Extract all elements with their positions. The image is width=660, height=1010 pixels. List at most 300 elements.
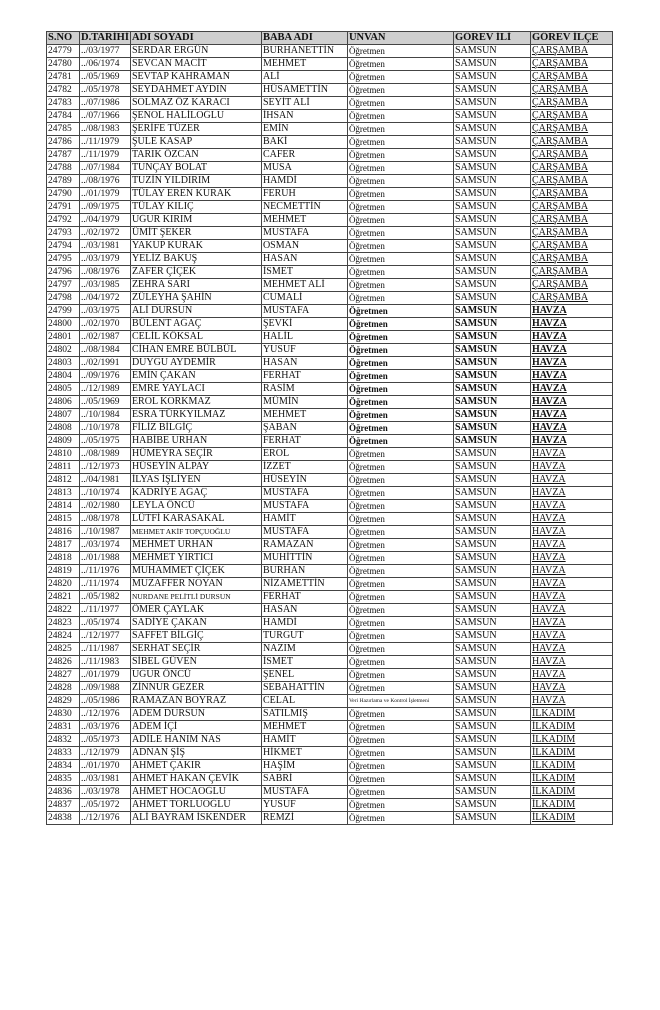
cell-district: İLKADIM (530, 734, 612, 747)
table-row (47, 448, 613, 461)
cell-full-name: SEYDAHMET AYDIN (130, 84, 261, 97)
cell-birth-date: ../11/1979 (80, 149, 131, 162)
personnel-table (46, 31, 613, 825)
cell-province: SAMSUN (453, 682, 530, 695)
cell-district: ÇARŞAMBA (530, 58, 612, 71)
cell-title: Öğretmen (347, 45, 453, 58)
cell-full-name: KADRİYE AĞAÇ (130, 487, 261, 500)
cell-province: SAMSUN (453, 175, 530, 188)
cell-sno: 24838 (47, 812, 80, 825)
cell-full-name: SERHAT SEÇİR (130, 643, 261, 656)
cell-district: ÇARŞAMBA (530, 162, 612, 175)
cell-district: HAVZA (530, 539, 612, 552)
cell-district: ÇARŞAMBA (530, 84, 612, 97)
cell-district: ÇARŞAMBA (530, 175, 612, 188)
cell-province: SAMSUN (453, 630, 530, 643)
cell-father-name: İSMET (261, 656, 347, 669)
cell-province: SAMSUN (453, 136, 530, 149)
cell-district: ÇARŞAMBA (530, 279, 612, 292)
cell-district: İLKADIM (530, 760, 612, 773)
cell-sno: 24826 (47, 656, 80, 669)
cell-district: İLKADIM (530, 773, 612, 786)
cell-province: SAMSUN (453, 591, 530, 604)
cell-sno: 24837 (47, 799, 80, 812)
cell-province: SAMSUN (453, 123, 530, 136)
cell-title: Öğretmen (347, 292, 453, 305)
cell-title: Öğretmen (347, 474, 453, 487)
cell-birth-date: ../01/1988 (80, 552, 131, 565)
cell-birth-date: ../06/1974 (80, 58, 131, 71)
cell-father-name: HÜSAMETTİN (261, 84, 347, 97)
header-full-name: ADI SOYADI (130, 32, 261, 45)
table-row (47, 565, 613, 578)
cell-full-name: TUNÇAY BOLAT (130, 162, 261, 175)
cell-birth-date: ../08/1984 (80, 344, 131, 357)
cell-birth-date: ../07/1986 (80, 97, 131, 110)
cell-title: Öğretmen (347, 760, 453, 773)
cell-province: SAMSUN (453, 552, 530, 565)
table-row (47, 110, 613, 123)
cell-title: Öğretmen (347, 344, 453, 357)
cell-district: İLKADIM (530, 721, 612, 734)
table-row (47, 721, 613, 734)
cell-district: HAVZA (530, 617, 612, 630)
cell-district: HAVZA (530, 383, 612, 396)
table-row (47, 175, 613, 188)
cell-full-name: ADEM DURSUN (130, 708, 261, 721)
cell-district: ÇARŞAMBA (530, 149, 612, 162)
cell-full-name: ALİ BAYRAM İSKENDER (130, 812, 261, 825)
cell-father-name: YUSUF (261, 799, 347, 812)
cell-title: Öğretmen (347, 812, 453, 825)
table-row (47, 630, 613, 643)
table-row (47, 604, 613, 617)
cell-district: ÇARŞAMBA (530, 240, 612, 253)
cell-title: Öğretmen (347, 214, 453, 227)
table-row (47, 318, 613, 331)
cell-sno: 24799 (47, 305, 80, 318)
cell-full-name: AHMET TORLUOĞLU (130, 799, 261, 812)
cell-province: SAMSUN (453, 448, 530, 461)
table-row (47, 591, 613, 604)
cell-district: HAVZA (530, 435, 612, 448)
cell-district: HAVZA (530, 370, 612, 383)
cell-sno: 24780 (47, 58, 80, 71)
cell-full-name: UĞUR ÖNCÜ (130, 669, 261, 682)
cell-province: SAMSUN (453, 58, 530, 71)
cell-title: Öğretmen (347, 97, 453, 110)
cell-full-name: SİBEL GÜVEN (130, 656, 261, 669)
cell-father-name: HASAN (261, 253, 347, 266)
cell-father-name: YUSUF (261, 344, 347, 357)
cell-full-name: İLYAS İŞLİYEN (130, 474, 261, 487)
cell-sno: 24813 (47, 487, 80, 500)
cell-district: HAVZA (530, 500, 612, 513)
cell-birth-date: ../07/1966 (80, 110, 131, 123)
cell-birth-date: ../02/1987 (80, 331, 131, 344)
cell-birth-date: ../03/1974 (80, 539, 131, 552)
cell-sno: 24786 (47, 136, 80, 149)
cell-father-name: HAŞİM (261, 760, 347, 773)
cell-full-name: ESRA TÜRKYILMAZ (130, 409, 261, 422)
cell-sno: 24825 (47, 643, 80, 656)
cell-sno: 24820 (47, 578, 80, 591)
cell-full-name: MEHMET YIRTICI (130, 552, 261, 565)
cell-district: HAVZA (530, 695, 612, 708)
cell-province: SAMSUN (453, 461, 530, 474)
cell-title: Öğretmen (347, 773, 453, 786)
header-birth-date: D.TARİHİ (81, 32, 129, 43)
cell-district: HAVZA (530, 344, 612, 357)
cell-father-name: MUSTAFA (261, 526, 347, 539)
table-row (47, 526, 613, 539)
cell-sno: 24835 (47, 773, 80, 786)
cell-birth-date: ../11/1987 (80, 643, 131, 656)
table-row (47, 188, 613, 201)
cell-birth-date: ../11/1974 (80, 578, 131, 591)
cell-province: SAMSUN (453, 708, 530, 721)
table-row (47, 344, 613, 357)
cell-father-name: FERHAT (261, 370, 347, 383)
cell-sno: 24807 (47, 409, 80, 422)
cell-province: SAMSUN (453, 812, 530, 825)
table-row (47, 149, 613, 162)
cell-father-name: MEHMET (261, 409, 347, 422)
cell-father-name: MUSTAFA (261, 786, 347, 799)
cell-father-name: ŞEVKİ (261, 318, 347, 331)
table-row (47, 500, 613, 513)
cell-birth-date: ../05/1969 (80, 396, 131, 409)
cell-full-name: ŞULE KASAP (130, 136, 261, 149)
cell-sno: 24828 (47, 682, 80, 695)
cell-district: HAVZA (530, 526, 612, 539)
cell-sno: 24808 (47, 422, 80, 435)
cell-district: HAVZA (530, 487, 612, 500)
cell-title: Öğretmen (347, 526, 453, 539)
cell-title: Öğretmen (347, 799, 453, 812)
cell-birth-date: ../08/1978 (80, 513, 131, 526)
cell-title: Öğretmen (347, 422, 453, 435)
cell-full-name: LEYLA ÖNCÜ (130, 500, 261, 513)
cell-sno: 24792 (47, 214, 80, 227)
cell-birth-date: ../05/1973 (80, 734, 131, 747)
cell-district: HAVZA (530, 474, 612, 487)
cell-title: Öğretmen (347, 448, 453, 461)
cell-province: SAMSUN (453, 357, 530, 370)
cell-birth-date: ../08/1989 (80, 448, 131, 461)
cell-sno: 24802 (47, 344, 80, 357)
table-row (47, 227, 613, 240)
cell-province: SAMSUN (453, 149, 530, 162)
cell-title: Öğretmen (347, 188, 453, 201)
table-row (47, 357, 613, 370)
cell-sno: 24830 (47, 708, 80, 721)
cell-district: HAVZA (530, 396, 612, 409)
cell-province: SAMSUN (453, 84, 530, 97)
cell-title: Öğretmen (347, 149, 453, 162)
cell-birth-date: ../10/1978 (80, 422, 131, 435)
cell-district: HAVZA (530, 604, 612, 617)
cell-birth-date: ../05/1982 (80, 591, 131, 604)
cell-title: Öğretmen (347, 175, 453, 188)
cell-sno: 24801 (47, 331, 80, 344)
header-father-name: BABA ADI (261, 32, 347, 45)
cell-full-name: YELİZ BAKUŞ (130, 253, 261, 266)
cell-title: Öğretmen (347, 617, 453, 630)
cell-birth-date: ../04/1972 (80, 292, 131, 305)
cell-province: SAMSUN (453, 643, 530, 656)
cell-birth-date: ../03/1981 (80, 240, 131, 253)
cell-sno: 24779 (47, 45, 80, 58)
cell-district: İLKADIM (530, 747, 612, 760)
cell-father-name: ŞABAN (261, 422, 347, 435)
table-row (47, 136, 613, 149)
cell-father-name: TURGUT (261, 630, 347, 643)
cell-sno: 24821 (47, 591, 80, 604)
cell-father-name: İSMET (261, 266, 347, 279)
cell-birth-date: ../02/1980 (80, 500, 131, 513)
cell-sno: 24798 (47, 292, 80, 305)
cell-title: Öğretmen (347, 227, 453, 240)
cell-birth-date: ../09/1988 (80, 682, 131, 695)
cell-sno: 24804 (47, 370, 80, 383)
table-row (47, 45, 613, 58)
cell-father-name: SABRİ (261, 773, 347, 786)
cell-father-name: MÜMİN (261, 396, 347, 409)
cell-sno: 24814 (47, 500, 80, 513)
cell-father-name: ALİ (261, 71, 347, 84)
cell-sno: 24791 (47, 201, 80, 214)
cell-birth-date: ../05/1969 (80, 71, 131, 84)
table-row (47, 695, 613, 708)
cell-full-name: SEVCAN MACİT (130, 58, 261, 71)
cell-birth-date: ../03/1979 (80, 253, 131, 266)
cell-sno: 24829 (47, 695, 80, 708)
table-row (47, 292, 613, 305)
cell-title: Öğretmen (347, 656, 453, 669)
cell-district: HAVZA (530, 331, 612, 344)
cell-full-name: TÜLAY KILIÇ (130, 201, 261, 214)
cell-full-name: FİLİZ BİLGİÇ (130, 422, 261, 435)
cell-province: SAMSUN (453, 669, 530, 682)
cell-district: ÇARŞAMBA (530, 110, 612, 123)
cell-sno: 24789 (47, 175, 80, 188)
cell-birth-date: ../03/1978 (80, 786, 131, 799)
cell-birth-date: ../07/1984 (80, 162, 131, 175)
cell-birth-date: ../12/1976 (80, 708, 131, 721)
cell-sno: 24818 (47, 552, 80, 565)
cell-father-name: NAZIM (261, 643, 347, 656)
table-row (47, 552, 613, 565)
cell-district: HAVZA (530, 591, 612, 604)
cell-father-name: EROL (261, 448, 347, 461)
cell-district: HAVZA (530, 409, 612, 422)
cell-title: Öğretmen (347, 682, 453, 695)
cell-father-name: MEHMET (261, 721, 347, 734)
cell-province: SAMSUN (453, 760, 530, 773)
table-row (47, 370, 613, 383)
table-row (47, 214, 613, 227)
cell-district: ÇARŞAMBA (530, 266, 612, 279)
cell-title: Öğretmen (347, 396, 453, 409)
cell-father-name: BURHANETTİN (261, 45, 347, 58)
cell-sno: 24834 (47, 760, 80, 773)
cell-full-name: MUHAMMET ÇİÇEK (130, 565, 261, 578)
cell-province: SAMSUN (453, 526, 530, 539)
cell-sno: 24811 (47, 461, 80, 474)
cell-father-name: HASAN (261, 357, 347, 370)
cell-sno: 24831 (47, 721, 80, 734)
table-row (47, 461, 613, 474)
cell-full-name: EMRE YAYLACI (130, 383, 261, 396)
cell-father-name: HÜSEYİN (261, 474, 347, 487)
table-row (47, 97, 613, 110)
cell-province: SAMSUN (453, 500, 530, 513)
cell-father-name: HAMDİ (261, 175, 347, 188)
table-row (47, 513, 613, 526)
cell-father-name: REMZİ (261, 812, 347, 825)
table-row (47, 305, 613, 318)
cell-sno: 24793 (47, 227, 80, 240)
cell-full-name: SERDAR ERGÜN (130, 45, 261, 58)
cell-title: Öğretmen (347, 370, 453, 383)
cell-title: Öğretmen (347, 110, 453, 123)
cell-full-name: ZAFER ÇİÇEK (130, 266, 261, 279)
table-row (47, 799, 613, 812)
table-row (47, 656, 613, 669)
cell-title: Öğretmen (347, 578, 453, 591)
cell-province: SAMSUN (453, 201, 530, 214)
cell-birth-date: ../11/1983 (80, 656, 131, 669)
cell-title: Öğretmen (347, 552, 453, 565)
cell-sno: 24784 (47, 110, 80, 123)
cell-province: SAMSUN (453, 266, 530, 279)
cell-father-name: SATILMIŞ (261, 708, 347, 721)
cell-father-name: HALİL (261, 331, 347, 344)
cell-birth-date: ../01/1979 (80, 669, 131, 682)
cell-sno: 24817 (47, 539, 80, 552)
cell-district: HAVZA (530, 656, 612, 669)
cell-title: Öğretmen (347, 500, 453, 513)
cell-father-name: HAMİT (261, 734, 347, 747)
cell-full-name: ÖMER ÇAYLAK (130, 604, 261, 617)
cell-birth-date: ../03/1981 (80, 773, 131, 786)
cell-father-name: MEHMET (261, 214, 347, 227)
cell-father-name: CUMALİ (261, 292, 347, 305)
cell-birth-date: ../11/1976 (80, 565, 131, 578)
cell-province: SAMSUN (453, 344, 530, 357)
cell-birth-date: ../01/1970 (80, 760, 131, 773)
cell-province: SAMSUN (453, 110, 530, 123)
table-row (47, 253, 613, 266)
cell-province: SAMSUN (453, 188, 530, 201)
cell-father-name: NECMETTİN (261, 201, 347, 214)
cell-province: SAMSUN (453, 539, 530, 552)
cell-father-name: BURHAN (261, 565, 347, 578)
cell-full-name: UĞUR KIRIM (130, 214, 261, 227)
cell-full-name: TARIK ÖZCAN (130, 149, 261, 162)
cell-province: SAMSUN (453, 227, 530, 240)
header-row (47, 32, 613, 45)
cell-sno: 24785 (47, 123, 80, 136)
table-row (47, 279, 613, 292)
cell-district: HAVZA (530, 422, 612, 435)
cell-province: SAMSUN (453, 331, 530, 344)
cell-province: SAMSUN (453, 578, 530, 591)
cell-province: SAMSUN (453, 97, 530, 110)
cell-sno: 24781 (47, 71, 80, 84)
cell-sno: 24824 (47, 630, 80, 643)
cell-district: ÇARŞAMBA (530, 188, 612, 201)
cell-father-name: MUSTAFA (261, 487, 347, 500)
cell-district: ÇARŞAMBA (530, 292, 612, 305)
table-row (47, 409, 613, 422)
cell-title: Öğretmen (347, 734, 453, 747)
cell-title: Öğretmen (347, 162, 453, 175)
cell-district: İLKADIM (530, 799, 612, 812)
cell-title: Öğretmen (347, 487, 453, 500)
table-row (47, 786, 613, 799)
cell-title: Öğretmen (347, 604, 453, 617)
cell-father-name: İHSAN (261, 110, 347, 123)
cell-title: Öğretmen (347, 643, 453, 656)
cell-full-name: ZEHRA SARI (130, 279, 261, 292)
cell-title: Öğretmen (347, 279, 453, 292)
cell-sno: 24795 (47, 253, 80, 266)
cell-sno: 24783 (47, 97, 80, 110)
cell-sno: 24797 (47, 279, 80, 292)
cell-sno: 24832 (47, 734, 80, 747)
cell-father-name: FERHAT (261, 591, 347, 604)
cell-birth-date: ../05/1978 (80, 84, 131, 97)
cell-province: SAMSUN (453, 786, 530, 799)
table-row (47, 747, 613, 760)
table-row (47, 812, 613, 825)
cell-province: SAMSUN (453, 318, 530, 331)
cell-full-name: DUYGU AYDEMİR (130, 357, 261, 370)
cell-sno: 24790 (47, 188, 80, 201)
cell-district: ÇARŞAMBA (530, 97, 612, 110)
cell-sno: 24816 (47, 526, 80, 539)
cell-sno: 24836 (47, 786, 80, 799)
cell-title: Öğretmen (347, 630, 453, 643)
table-row (47, 201, 613, 214)
cell-province: SAMSUN (453, 747, 530, 760)
cell-sno: 24833 (47, 747, 80, 760)
cell-father-name: SEYİT ALİ (261, 97, 347, 110)
cell-full-name: ZÜLEYHA ŞAHİN (130, 292, 261, 305)
cell-district: HAVZA (530, 357, 612, 370)
table-row (47, 539, 613, 552)
cell-father-name: EMİN (261, 123, 347, 136)
cell-full-name: TÜLAY EREN KURAK (130, 188, 261, 201)
cell-birth-date: ../09/1975 (80, 201, 131, 214)
cell-title: Öğretmen (347, 461, 453, 474)
cell-full-name: SADİYE ÇAKAN (130, 617, 261, 630)
cell-birth-date: ../10/1987 (80, 526, 131, 539)
cell-sno: 24794 (47, 240, 80, 253)
table-row (47, 396, 613, 409)
cell-birth-date: ../02/1970 (80, 318, 131, 331)
cell-full-name: LÜTFİ KARASAKAL (130, 513, 261, 526)
cell-father-name: MUSA (261, 162, 347, 175)
cell-district: HAVZA (530, 513, 612, 526)
cell-province: SAMSUN (453, 565, 530, 578)
cell-district: HAVZA (530, 682, 612, 695)
cell-birth-date: ../12/1973 (80, 461, 131, 474)
cell-father-name: RAMAZAN (261, 539, 347, 552)
cell-province: SAMSUN (453, 305, 530, 318)
